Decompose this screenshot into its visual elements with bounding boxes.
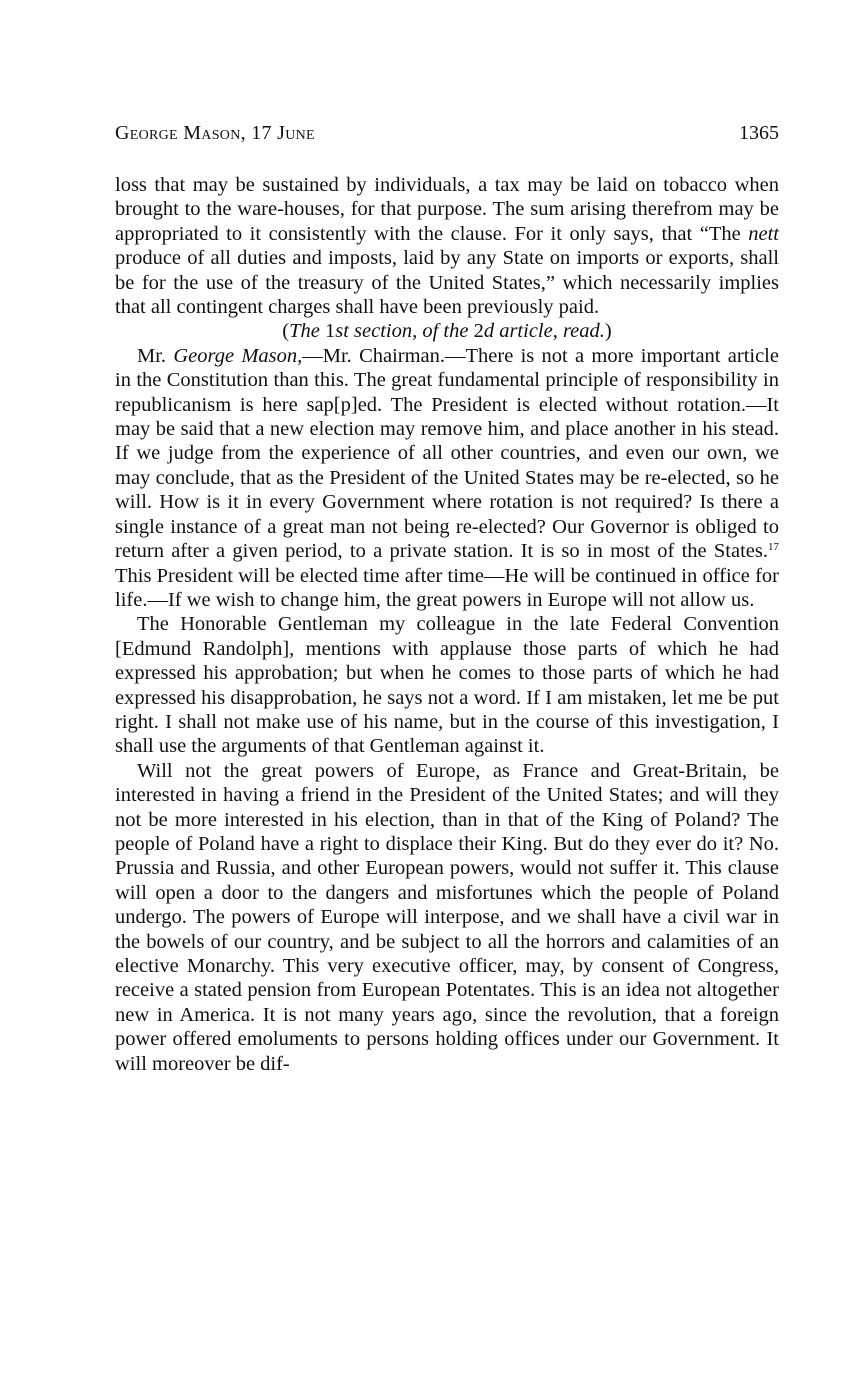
section-heading [115,319,779,343]
page-number: 1365 [739,122,779,144]
heading-close-paren: ) [604,320,612,343]
heading-part-e: d article, read. [483,320,605,343]
p1-text-b: produce of all duties and imposts, laid by any State on imports or exports, shall be for the use of the treasury of the United States,” which necessarily implies that all contingent charges shall have been previously paid. [115,247,779,319]
paragraph-3: The Honorable Gentleman my colleague in the late Federal Convention [Edmund Randolph], mentions with applause those parts of which he had expressed his approbation; but when he comes to those parts of which he had expressed his disapprobation, he says not a word. If I am mistaken, let me be put right. I shall not make use of his name, but in the course of this investigation, I shall use the arguments of that Gentleman against it. [115,613,779,758]
heading-part-b: 1 [324,320,336,343]
paragraph-2 [115,344,779,612]
running-title: George Mason, 17 June [115,122,315,144]
p2-text-b: —Mr. Chairman.—There is not a more important article in the Constitution than this. The great fundamental principle of responsibility in republicanism is here sap[p]ed. The President is elected without rotation.—It may be said that a new election may remove him, and place another in his stead. If we judge from the experience of all other countries, and even our own, we may conclude, that as the President of the United States may be re-elected, so he will. How is it in every Government where rotation is not required? Is there a single instance of a great man not being re-elected? Our Governor is obliged to return after a given period, to a private station. It is so in most of the States. [115,344,779,563]
running-head [115,122,779,145]
p2-text-c: This President will be elected time after time—He will be continued in office for life.—If we wish to change him, the great powers in Europe will not allow us. [115,564,779,611]
paragraph-4: Will not the great powers of Europe, as France and Great-Britain, be interested in having a friend in the President of the United States; and will they not be more interested in his election, than in that of the King of Poland? The people of Poland have a right to displace their King. But do they ever do it? No. Prussia and Russia, and other European powers, would not suffer it. This clause will open a door to the dangers and misfortunes which the people of Poland undergo. The powers of Europe will interpose, and we shall have a civil war in the bowels of our country, and be subject to all the horrors and calamities of an elective Monarchy. This very executive officer, may, by consent of Congress, receive a stated pension from European Potentates. This is an idea not altogether new in America. It is not many years ago, since the revolution, that a foreign power offered emoluments to persons holding offices under our Government. It will moreover be dif- [115,759,779,1075]
heading-part-a: The [289,320,325,343]
p2-text-a: Mr. [137,344,174,367]
paragraph-1 [115,173,779,319]
speaker-name: George Mason, [173,344,303,367]
footnote-marker: 17 [768,541,779,554]
heading-part-c: st section, of the [335,320,474,343]
p1-text-a: loss that may be sustained by individuals, a tax may be laid on tobacco when brought to the ware-houses, for that purpose. The sum arising therefrom may be appropriated to it consistently with the clause. For it only says, that “The [115,174,779,245]
body-text [115,173,779,1076]
heading-part-d: 2 [473,320,484,343]
p1-italic-word: nett [748,222,779,245]
heading-open-paren: ( [282,320,290,343]
